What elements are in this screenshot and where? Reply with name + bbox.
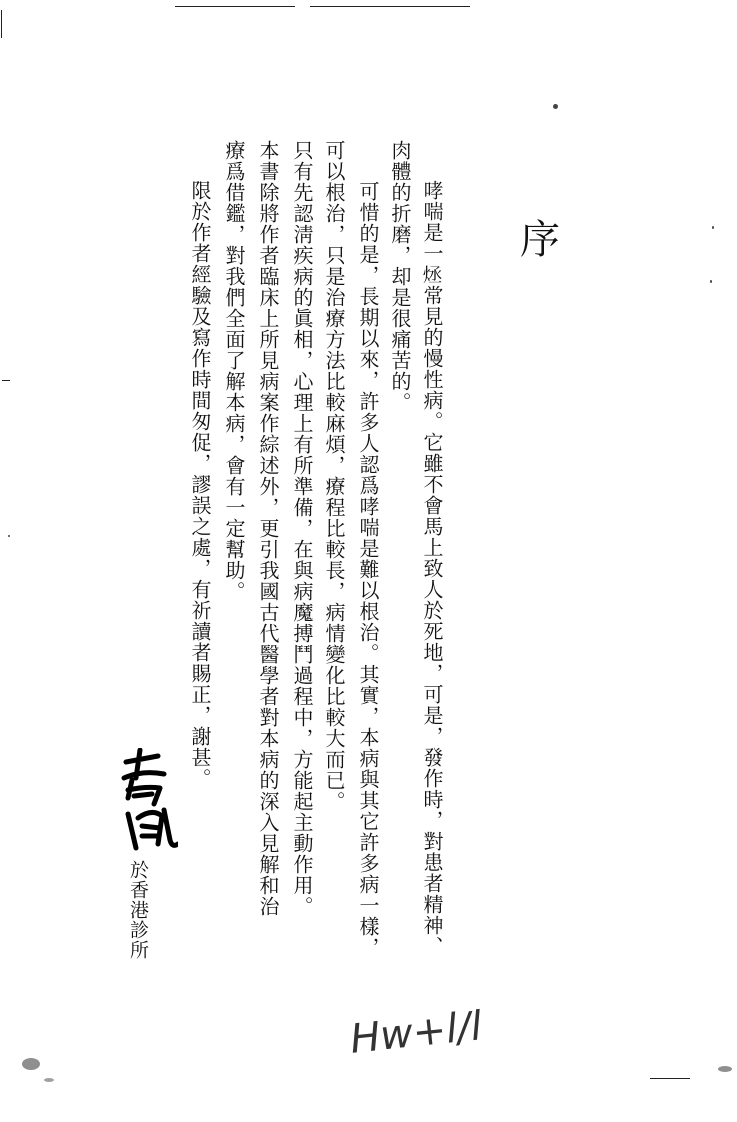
- text-column-5: 只有先認淸疾病的眞相，心理上有所準備，在與病魔搏鬥過程中，方能起主動作用。: [290, 140, 314, 917]
- text-column-1: 哮喘是一𤇶常見的慢性病。它雖不會馬上致人於死地，可是，發作時，對患者精神、: [420, 180, 444, 957]
- scan-speck: [710, 280, 712, 283]
- scan-speck: [22, 1058, 40, 1070]
- scan-edge-mark: [310, 6, 470, 7]
- scan-speck: [8, 535, 10, 537]
- text-column-7: 療爲借鑑，對我們全面了解本病，會有一定幫助。: [222, 140, 246, 602]
- scan-edge-mark: [175, 6, 295, 7]
- text-column-8: 限於作者經驗及寫作時間匆促，謬誤之處，有祈讀者賜正，謝甚。: [188, 180, 212, 789]
- scan-edge-mark: [1, 10, 2, 38]
- text-column-6: 本書除將作者臨床上所見病案作綜述外，更引我國古代醫學者對本病的深入見解和治: [256, 140, 280, 917]
- scan-speck: [712, 226, 714, 229]
- scan-speck: [44, 1078, 54, 1082]
- scan-edge-mark: [2, 380, 10, 381]
- scan-speck: [718, 1066, 732, 1072]
- text-column-4: 可以根治，只是治療方法比較麻煩，療程比較長，病情變化比較大而已。: [322, 140, 346, 812]
- signature-place: 於香港診所: [127, 860, 149, 960]
- signature: [118, 748, 178, 858]
- text-column-3: 可惜的是，長期以來，許多人認爲哮喘是難以根治。其實，本病與其它許多病一樣，: [356, 160, 380, 958]
- scan-edge-mark: [650, 1078, 690, 1079]
- scan-speck: [553, 104, 558, 109]
- handwritten-note: Hw+l/l: [347, 1003, 485, 1063]
- preface-title: 序: [520, 217, 560, 263]
- text-column-2: 肉體的折磨，却是很痛苦的。: [388, 140, 412, 413]
